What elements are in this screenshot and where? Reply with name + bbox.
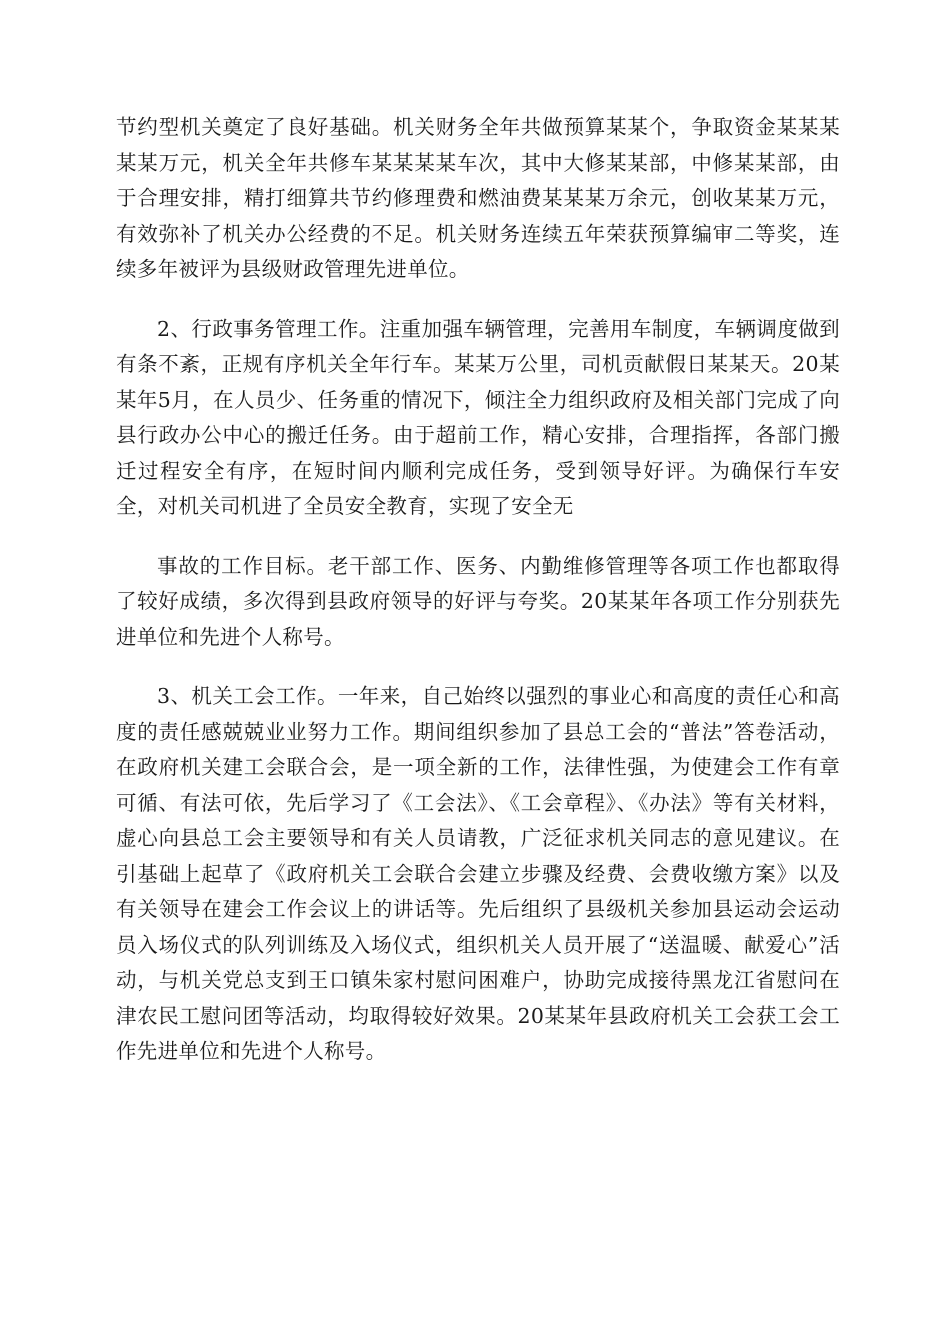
paragraph-3: 事故的工作目标。老干部工作、医务、内勤维修管理等各项工作也都取得了较好成绩，多次得到县政府领导的好评与夸奖。20某某年各项工作分别获先进单位和先进个人称号。 [116,553,840,649]
paragraph-4: 3、机关工会工作。一年来，自己始终以强烈的事业心和高度的责任心和高度的责任感兢兢业业努力工作。期间组织参加了县总工会的“普法”答卷活动，在政府机关建工会联合会，是一项全新的工作，法律性强，为使建会工作有章可循、有法可依，先后学习了《工会法》、《工会章程》、《办法》等有关材料，虚心向县总工会主要领导和有关人员请教，广泛征求机关同志的意见建议。在引基础上起草了《政府机关工会联合会建立步骤及经费、会费收缴方案》以及有关领导在建会工作会议上的讲话等。先后组织了县级机关参加县运动会运动员入场仪式的队列训练及入场仪式，组织机关人员开展了“送温暖、献爱心”活动，与机关党总支到王口镇朱家村慰问困难户，协助完成接待黑龙江省慰问在津农民工慰问团等活动，均取得较好效果。20某某年县政府机关工会获工会工作先进单位和先进个人称号。 [116,684,840,1063]
paragraph-2: 2、行政事务管理工作。注重加强车辆管理，完善用车制度，车辆调度做到有条不紊，正规有序机关全年行车。某某万公里，司机贡献假日某某天。20某某年5月，在人员少、任务重的情况下，倾注全力组织政府及相关部门完成了向县行政办公中心的搬迁任务。由于超前工作，精心安排，合理指挥，各部门搬迁过程安全有序，在短时间内顺利完成任务，受到领导好评。为确保行车安全，对机关司机进了全员安全教育，实现了安全无 [116,316,840,518]
paragraph-1: 节约型机关奠定了良好基础。机关财务全年共做预算某某个，争取资金某某某某某万元，机关全年共修车某某某某车次，其中大修某某部，中修某某部，由于合理安排，精打细算共节约修理费和燃油费某某某万余元，创收某某万元，有效弥补了机关办公经费的不足。机关财务连续五年荣获预算编审二等奖，连续多年被评为县级财政管理先进单位。 [116,115,840,281]
document-body [116,110,840,1070]
